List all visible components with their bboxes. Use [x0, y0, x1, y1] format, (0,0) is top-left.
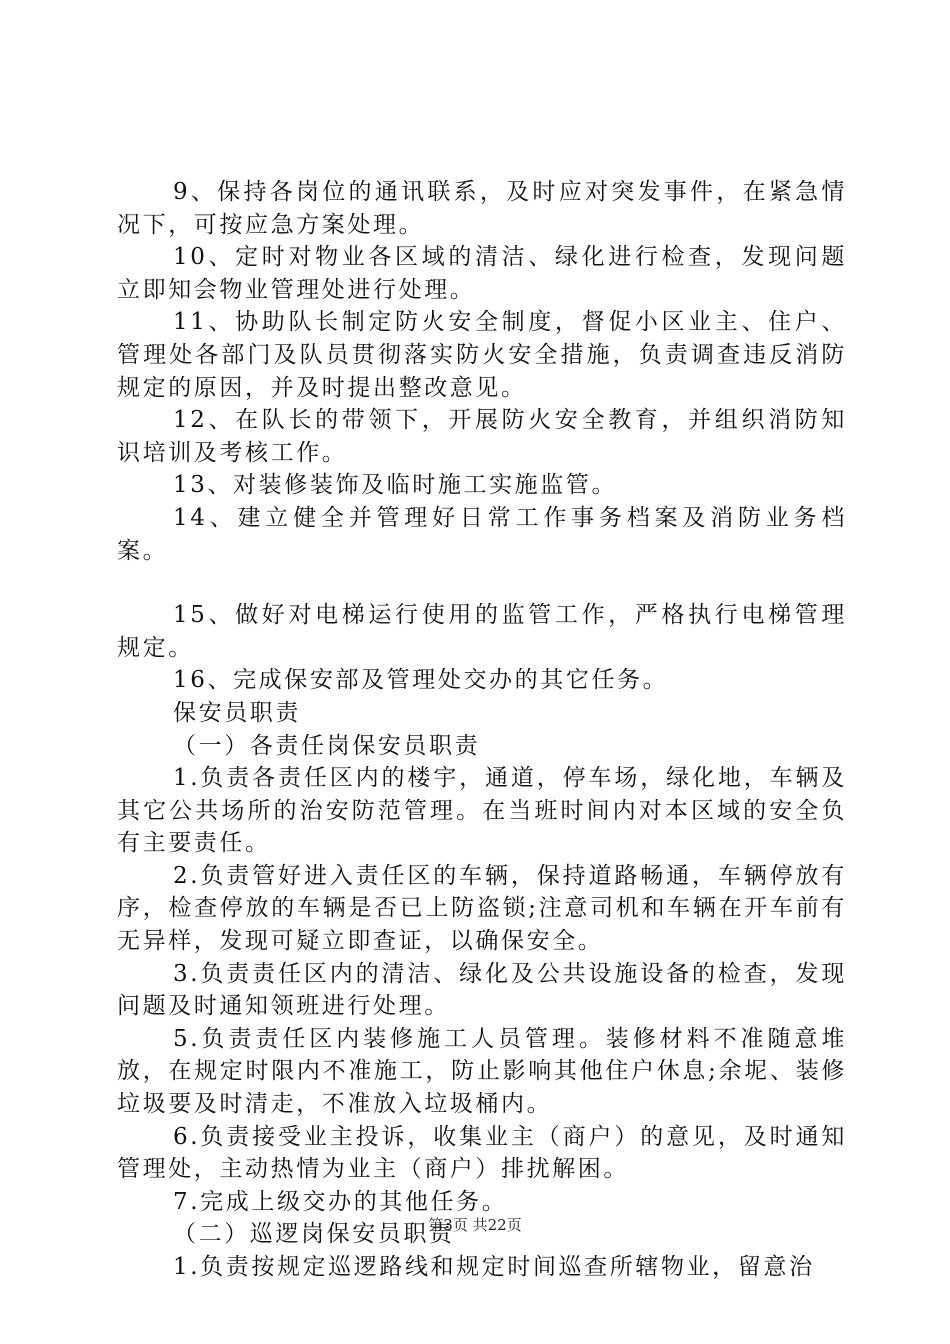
paragraph: 15、做好对电梯运行使用的监管工作，严格执行电梯管理规定。 — [117, 602, 847, 661]
paragraph: 7.完成上级交办的其他任务。 — [173, 1188, 508, 1215]
paragraph: 1.负责各责任区内的楼宇，通道，停车场，绿化地，车辆及其它公共场所的治安防范管理。在当班时间内对本区域的安全负有主要责任。 — [117, 765, 847, 857]
subsection-heading: （二）巡逻岗保安员职责 — [173, 1221, 455, 1248]
paragraph: 13、对装修装饰及临时施工实施监管。 — [173, 472, 618, 499]
document-body — [117, 176, 847, 1284]
paragraph: 14、建立健全并管理好日常工作事务档案及消防业务档案。 — [117, 504, 847, 564]
blank-line — [117, 567, 847, 599]
paragraph: 11、协助队长制定防火安全制度，督促小区业主、住户、管理处各部门及队员贯彻落实防火安全措施，负责调查违反消防规定的原因，并及时提出整改意见。 — [117, 309, 847, 401]
paragraph: 2.负责管好进入责任区的车辆，保持道路畅通，车辆停放有序，检查停放的车辆是否已上防盗锁;注意司机和车辆在开车前有无异样，发现可疑立即查证，以确保安全。 — [117, 862, 847, 955]
section-heading: 保安员职责 — [173, 699, 301, 726]
paragraph: 16、完成保安部及管理处交办的其它任务。 — [173, 667, 669, 694]
paragraph: 3.负责责任区内的清洁、绿化及公共设施设备的检查，发现问题及时通知领班进行处理。 — [117, 960, 847, 1020]
paragraph: 5.负责责任区内装修施工人员管理。装修材料不准随意堆放，在规定时限内不准施工，防止影响其他住户休息;余坭、装修垃圾要及时清走，不准放入垃圾桶内。 — [117, 1025, 847, 1118]
paragraph: 12、在队长的带领下，开展防火安全教育，并组织消防知识培训及考核工作。 — [117, 407, 847, 466]
paragraph: 10、定时对物业各区域的清洁、绿化进行检查，发现问题立即知会物业管理处进行处理。 — [117, 244, 847, 303]
subsection-heading: （一）各责任岗保安员职责 — [173, 732, 481, 759]
paragraph: 1.负责按规定巡逻路线和规定时间巡查所辖物业，留意治 — [173, 1254, 815, 1280]
paragraph: 9、保持各岗位的通讯联系，及时应对突发事件，在紧急情况下，可按应急方案处理。 — [117, 179, 847, 238]
page-footer: 第3页 共22页 — [428, 1216, 522, 1234]
paragraph: 6.负责接受业主投诉，收集业主（商户）的意见，及时通知管理处，主动热情为业主（商户）排扰解困。 — [117, 1123, 847, 1183]
